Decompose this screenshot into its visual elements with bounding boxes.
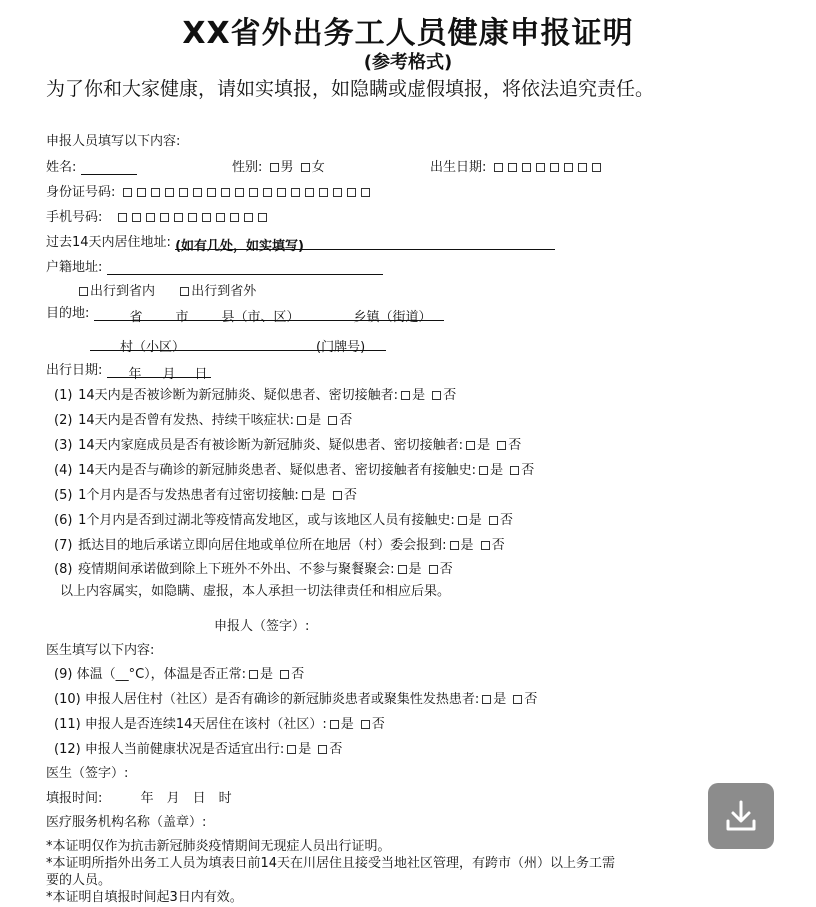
question-row [54, 409, 352, 428]
intro-text: 为了你和大家健康，请如实填报，如隐瞒或虚假填报，将依法追究责任。 [46, 78, 655, 100]
no-label: 否 [371, 717, 385, 732]
fill-time-label: 填报时间: [46, 791, 103, 806]
no-label: 否 [291, 667, 305, 682]
no-label: 否 [508, 438, 522, 453]
download-icon [725, 799, 757, 833]
phone-label: 手机号码: [46, 210, 103, 225]
note-line: 要的人员。 [46, 873, 112, 888]
yes-checkbox[interactable] [401, 391, 410, 400]
address14-label: 过去14天内居住地址: [46, 235, 171, 250]
no-label: 否 [499, 513, 513, 528]
within-province-checkbox[interactable] [79, 287, 88, 296]
household-row [46, 256, 383, 275]
no-checkbox[interactable] [361, 720, 370, 729]
travel-date-label: 出行日期: [46, 363, 103, 378]
question-number: (2) [54, 413, 73, 428]
yes-checkbox[interactable] [482, 695, 491, 704]
question-number: (6) [54, 513, 73, 528]
yes-label: 是 [460, 538, 474, 553]
yes-checkbox[interactable] [479, 466, 488, 475]
question-row [54, 534, 505, 553]
name-field[interactable] [81, 160, 137, 175]
yes-checkbox[interactable] [450, 541, 459, 550]
gender-female-label: 女 [311, 160, 325, 175]
question-number: (4) [54, 463, 73, 478]
question-number: (10) [54, 692, 81, 707]
id-label: 身份证号码: [46, 185, 116, 200]
destination-field[interactable] [94, 306, 444, 325]
yes-label: 是 [298, 742, 312, 757]
signature-label: 申报人（签字）: [214, 619, 310, 634]
no-checkbox[interactable] [513, 695, 522, 704]
yes-label: 是 [468, 513, 482, 528]
name-label: 姓名: [46, 160, 77, 175]
document-subtitle: (参考格式) [363, 52, 453, 73]
no-label: 否 [339, 413, 353, 428]
question-number: (5) [54, 488, 73, 503]
no-checkbox[interactable] [318, 745, 327, 754]
question-row [54, 384, 456, 403]
outside-province-label: 出行到省外 [191, 284, 257, 299]
doctor-question-row [54, 688, 537, 707]
name-row [46, 156, 137, 175]
yes-checkbox[interactable] [302, 491, 311, 500]
birth-label: 出生日期: [430, 160, 487, 175]
yes-label: 是 [340, 717, 354, 732]
gender-label: 性别: [232, 160, 263, 175]
question-text: 体温（__°C），体温是否正常: [76, 667, 247, 682]
no-checkbox[interactable] [510, 466, 519, 475]
no-label: 否 [491, 538, 505, 553]
note-line: *本证明仅作为抗击新冠肺炎疫情期间无现症人员出行证明。 [46, 839, 391, 854]
doctor-question-row [54, 663, 304, 682]
yes-checkbox[interactable] [287, 745, 296, 754]
travel-date-year: 年 [128, 367, 142, 382]
no-checkbox[interactable] [432, 391, 441, 400]
destination-row-2 [90, 336, 386, 355]
gender-male-label: 男 [280, 160, 294, 175]
fill-time-row [46, 787, 232, 806]
note-line: *本证明自填报时间起3日内有效。 [46, 890, 243, 905]
question-text: 申报人居住村（社区）是否有确诊的新冠肺炎患者或聚集性发热患者: [84, 692, 480, 707]
download-button[interactable] [708, 783, 774, 849]
id-row [46, 181, 372, 200]
no-checkbox[interactable] [489, 516, 498, 525]
no-label: 否 [443, 388, 457, 403]
gender-row [232, 156, 325, 175]
question-number: (9) [54, 667, 73, 682]
dest-house: (门牌号) [316, 340, 366, 355]
yes-checkbox[interactable] [458, 516, 467, 525]
dest-city: 市 [175, 310, 189, 325]
question-number: (11) [54, 717, 81, 732]
yes-checkbox[interactable] [466, 441, 475, 450]
fill-time-parts: 年 月 日 时 [140, 791, 232, 806]
yes-label: 是 [477, 438, 491, 453]
address14-field[interactable] [175, 235, 555, 254]
institution-label: 医疗服务机构名称（盖章）: [46, 815, 207, 830]
applicant-section-heading: 申报人员填写以下内容: [46, 134, 181, 149]
no-checkbox[interactable] [497, 441, 506, 450]
outside-province-checkbox[interactable] [180, 287, 189, 296]
destination-field-2[interactable] [90, 336, 386, 355]
address14-row [46, 231, 555, 254]
household-field[interactable] [107, 260, 383, 275]
question-number: (7) [54, 538, 73, 553]
travel-date-row [46, 359, 211, 382]
note-line: *本证明所指外出务工人员为填表日前14天在川居住且接受当地社区管理，有跨市（州）以上务工需 [46, 856, 616, 871]
doctor-section-heading: 医生填写以下内容: [46, 643, 155, 658]
no-label: 否 [343, 488, 357, 503]
question-text: 14天内是否与确诊的新冠肺炎患者、疑似患者、密切接触者有接触史: [78, 463, 477, 478]
phone-number-boxes[interactable] [115, 210, 269, 225]
travel-scope-row [76, 280, 256, 299]
no-checkbox[interactable] [280, 670, 289, 679]
yes-label: 是 [260, 667, 274, 682]
no-checkbox[interactable] [481, 541, 490, 550]
question-row [54, 509, 513, 528]
question-row [54, 459, 534, 478]
yes-checkbox[interactable] [330, 720, 339, 729]
question-row [54, 484, 357, 503]
question-row [54, 434, 521, 453]
question-number: (8) [54, 562, 73, 577]
document-title: XX省外出务工人员健康申报证明 [182, 16, 634, 51]
id-number-boxes[interactable] [120, 185, 372, 200]
doctor-question-row [54, 713, 385, 732]
yes-label: 是 [308, 413, 322, 428]
no-label: 否 [439, 562, 453, 577]
gender-female-checkbox[interactable] [301, 163, 310, 172]
no-checkbox[interactable] [429, 565, 438, 574]
no-label: 否 [521, 463, 535, 478]
gender-male-checkbox[interactable] [270, 163, 279, 172]
question-text: 申报人当前健康状况是否适宜出行: [84, 742, 285, 757]
yes-checkbox[interactable] [398, 565, 407, 574]
question-text: 14天内家庭成员是否有被诊断为新冠肺炎、疑似患者、密切接触者: [78, 438, 464, 453]
question-text: 1个月内是否与发热患者有过密切接触: [78, 488, 299, 503]
no-label: 否 [524, 692, 538, 707]
question-text: 抵达目的地后承诺立即向居住地或单位所在地居（村）委会报到: [78, 538, 447, 553]
dest-town: 乡镇（街道） [353, 310, 432, 325]
within-province-label: 出行到省内 [90, 284, 156, 299]
address14-hint: (如有几处，如实填写) [175, 239, 304, 254]
question-number: (3) [54, 438, 73, 453]
question-number: (12) [54, 742, 81, 757]
question-text: 14天内是否被诊断为新冠肺炎、疑似患者、密切接触者: [78, 388, 399, 403]
yes-checkbox[interactable] [249, 670, 258, 679]
travel-date-day: 日 [194, 367, 208, 382]
question-row [54, 558, 453, 577]
birth-date-boxes[interactable] [491, 160, 603, 175]
dest-county: 县（市、区） [221, 310, 300, 325]
yes-label: 是 [490, 463, 504, 478]
question-text: 1个月内是否到过湖北等疫情高发地区，或与该地区人员有接触史: [78, 513, 455, 528]
doctor-sign-label: 医生（签字）: [46, 766, 129, 781]
yes-checkbox[interactable] [297, 416, 306, 425]
no-checkbox[interactable] [333, 491, 342, 500]
phone-row [46, 206, 269, 225]
yes-label: 是 [412, 388, 426, 403]
travel-date-month: 月 [162, 367, 176, 382]
travel-date-field[interactable] [107, 363, 211, 382]
yes-label: 是 [408, 562, 422, 577]
no-checkbox[interactable] [328, 416, 337, 425]
question-text: 14天内是否曾有发热、持续干咳症状: [78, 413, 295, 428]
yes-label: 是 [312, 488, 326, 503]
birth-row [430, 156, 603, 175]
question-number: (1) [54, 388, 73, 403]
doctor-question-row [54, 738, 342, 757]
dest-province: 省 [129, 310, 143, 325]
declaration-text: 以上内容属实，如隐瞒、虚报，本人承担一切法律责任和相应后果。 [60, 584, 451, 599]
no-label: 否 [329, 742, 343, 757]
question-text: 疫情期间承诺做到除上下班外不外出、不参与聚餐聚会: [78, 562, 395, 577]
question-text: 申报人是否连续14天居住在该村（社区）: [84, 717, 327, 732]
yes-label: 是 [493, 692, 507, 707]
household-label: 户籍地址: [46, 260, 103, 275]
destination-row [46, 302, 444, 325]
dest-label: 目的地: [46, 306, 90, 321]
dest-village: 村（小区） [120, 340, 186, 355]
